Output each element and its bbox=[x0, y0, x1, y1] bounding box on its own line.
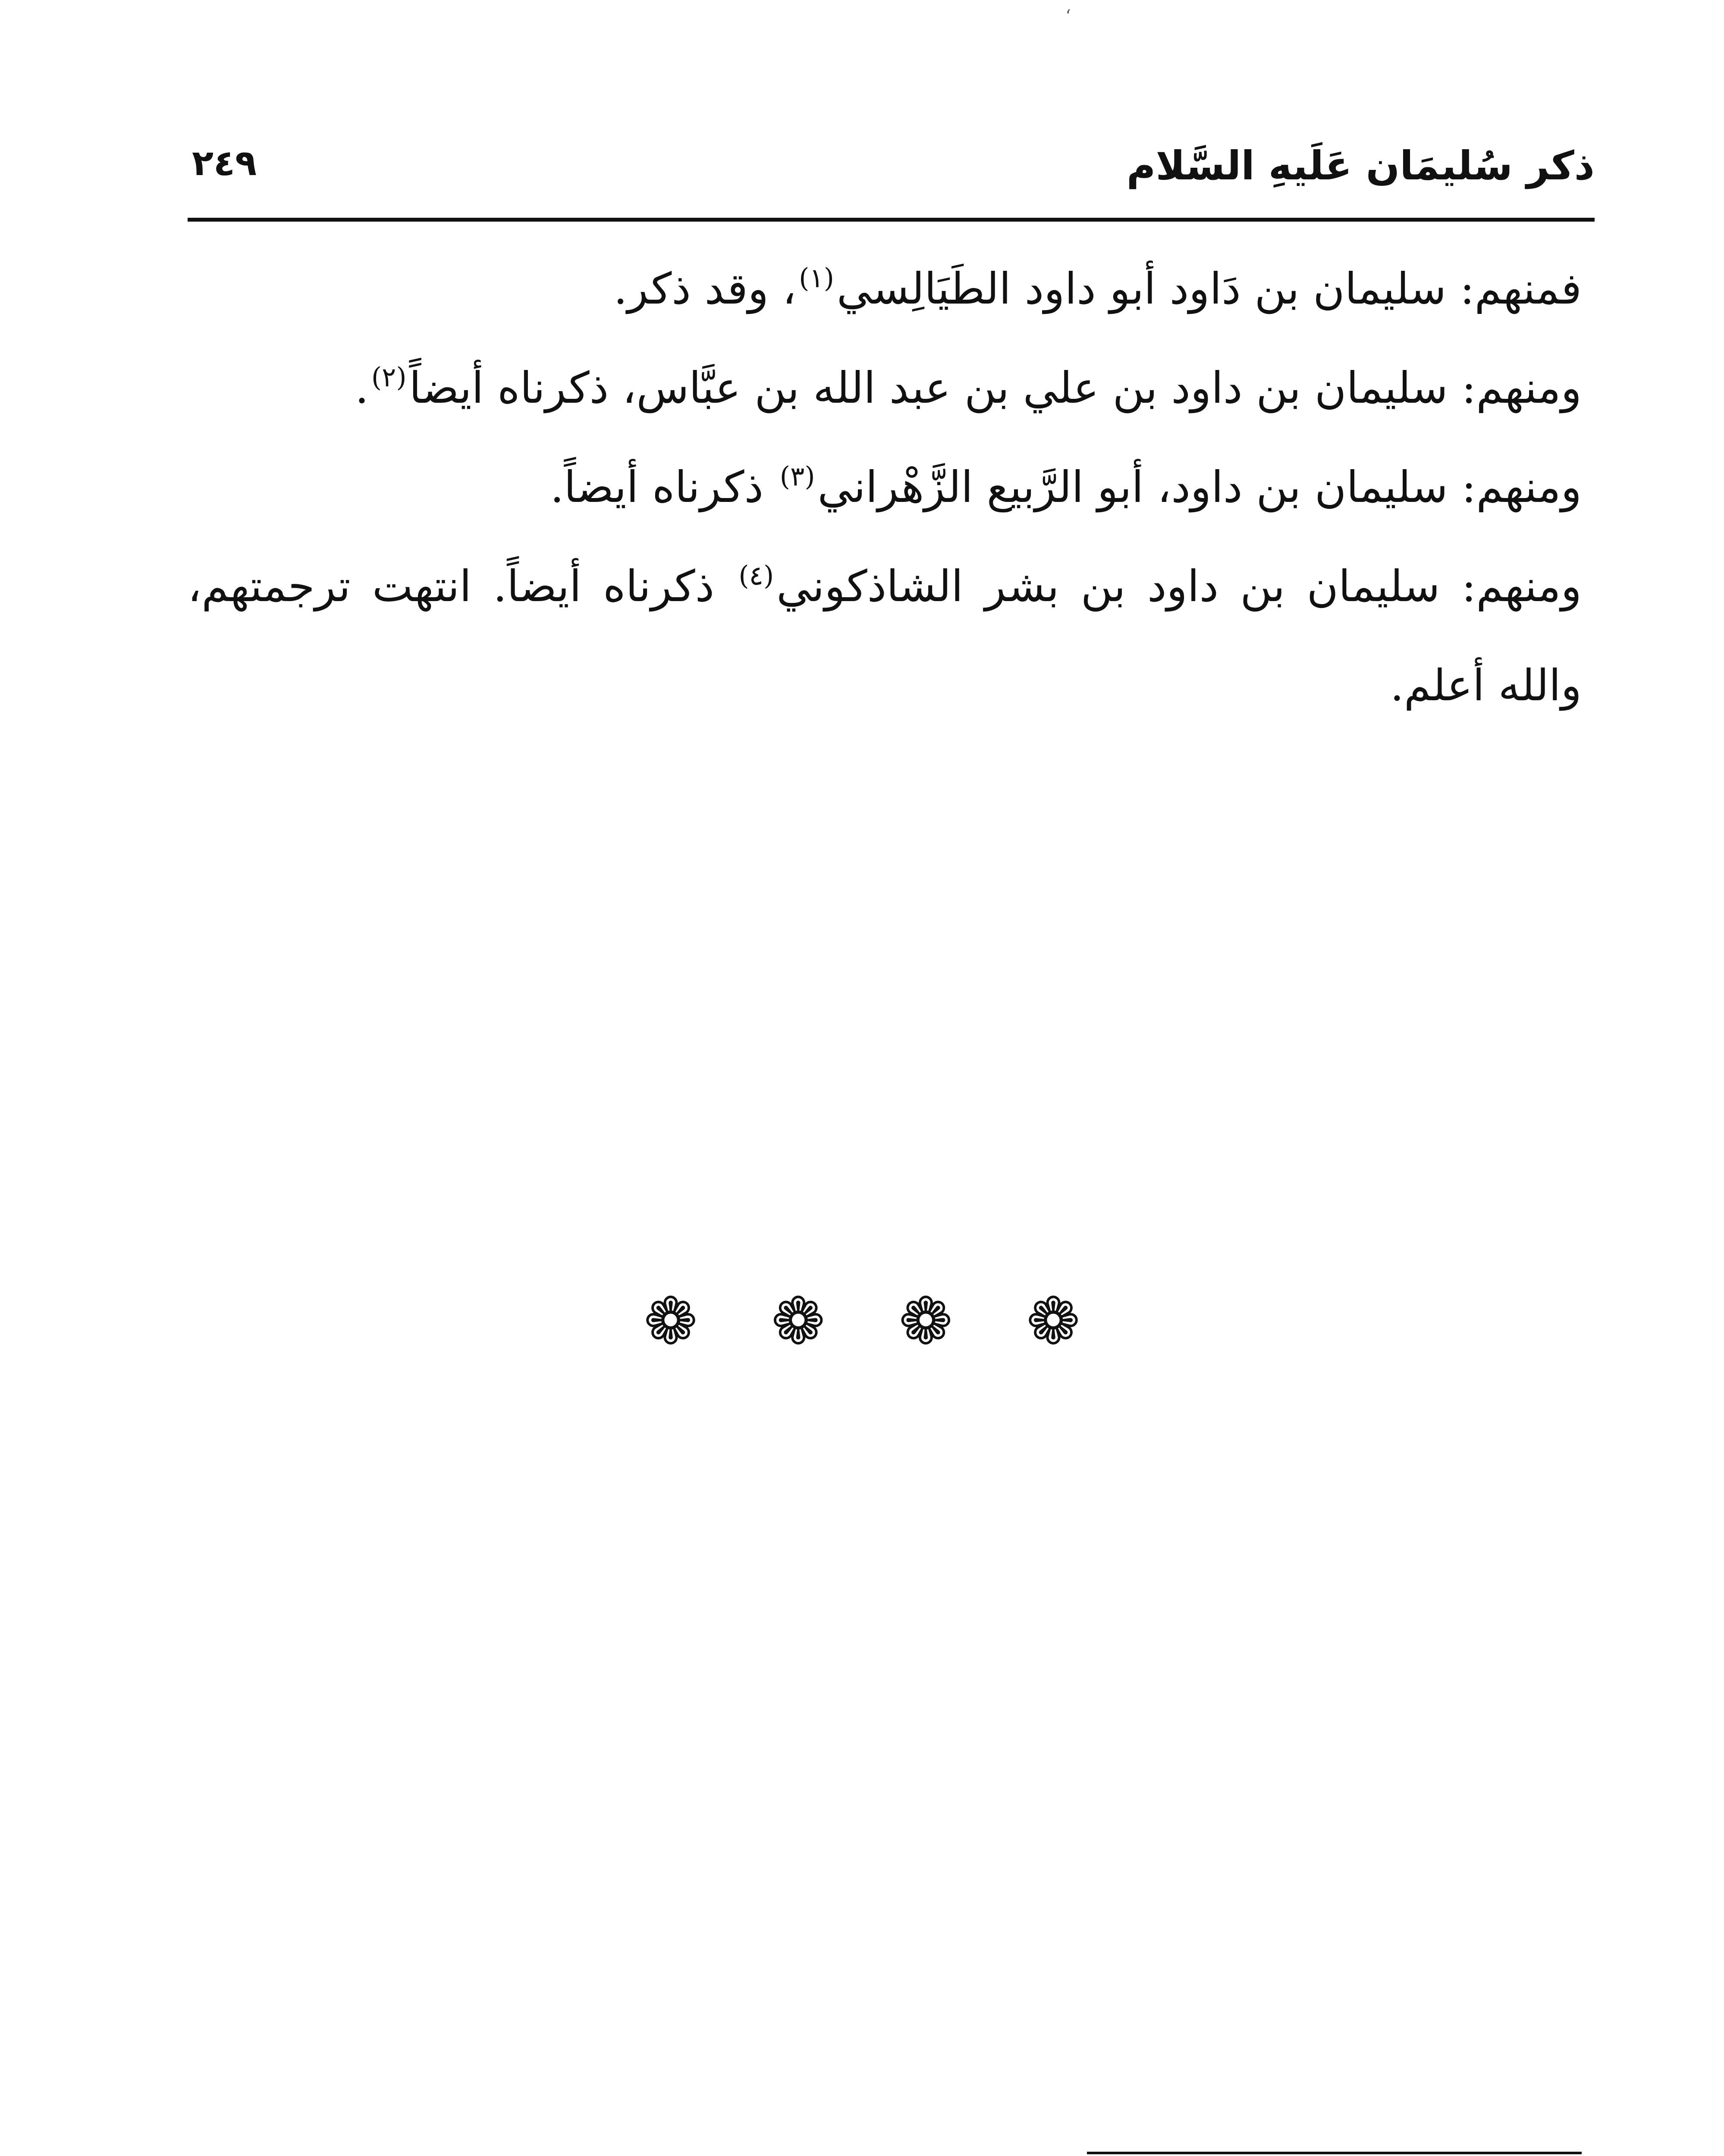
footnote-reference: (٤) bbox=[738, 560, 774, 591]
ornament-flower-icon: ❁ bbox=[771, 1284, 826, 1359]
footnote-reference: (١) bbox=[799, 262, 834, 294]
entry-text: . bbox=[355, 363, 369, 413]
footnote-reference: (٢) bbox=[371, 361, 407, 393]
entry-paragraph bbox=[188, 438, 1582, 537]
entry-text: ، وقد ذكر. bbox=[613, 263, 797, 314]
entry-paragraph bbox=[188, 537, 1582, 735]
ornament-flower-icon: ❁ bbox=[644, 1284, 698, 1359]
entry-text: ذكرناه أيضاً. انتهت ترجمتهم، والله أعلم. bbox=[188, 561, 1582, 711]
header-rule bbox=[188, 218, 1595, 222]
entry-text: فمنهم: سليمان بن دَاود أبو داود الطَيَالِسي bbox=[836, 263, 1582, 314]
footnote-reference: (٣) bbox=[779, 461, 815, 492]
ornament-flower-icon: ❁ bbox=[898, 1284, 953, 1359]
entry-text: ومنهم: سليمان بن داود بن علي بن عبد الله بن عبَّاس، ذكرناه أيضاً bbox=[409, 363, 1582, 413]
running-title: ذكر سُليمَان عَلَيهِ السَّلام bbox=[1126, 143, 1595, 189]
main-text bbox=[188, 239, 1582, 735]
ornament-flower-icon: ❁ bbox=[1026, 1284, 1080, 1359]
footnote-separator bbox=[1087, 2152, 1582, 2154]
entry-paragraph bbox=[188, 338, 1582, 438]
page-number: ٢٤٩ bbox=[192, 143, 257, 184]
scan-speck: ‘ bbox=[1065, 6, 1071, 26]
section-divider-ornaments bbox=[0, 1284, 1724, 1359]
entry-text: ومنهم: سليمان بن داود بن بشر الشاذكوني bbox=[776, 561, 1582, 611]
page-header bbox=[188, 129, 1595, 207]
entry-paragraph bbox=[188, 239, 1582, 338]
entry-text: ومنهم: سليمان بن داود، أبو الرَّبيع الزَّهْراني bbox=[817, 462, 1582, 512]
entry-text: ذكرناه أيضاً. bbox=[550, 462, 777, 512]
